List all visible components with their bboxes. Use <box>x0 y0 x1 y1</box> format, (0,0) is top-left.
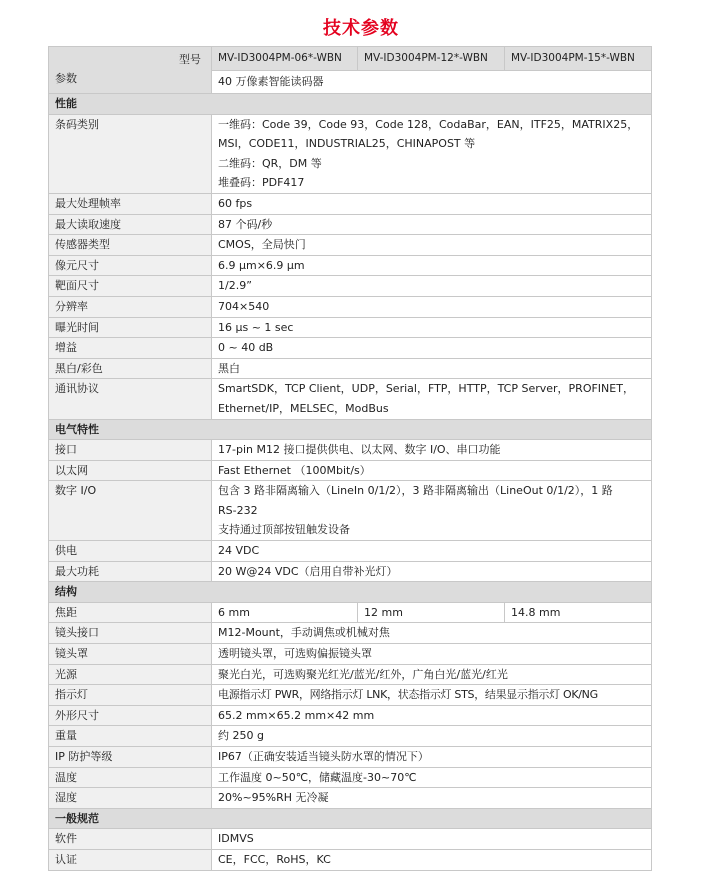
spec-key: 以太网 <box>49 460 212 481</box>
spec-row <box>49 705 652 726</box>
spec-value-line: Ethernet/IP，MELSEC，ModBus <box>218 401 389 415</box>
spec-key: 增益 <box>49 338 212 359</box>
spec-row <box>49 644 652 665</box>
spec-row <box>49 379 652 419</box>
spec-row <box>49 829 652 850</box>
spec-row <box>49 114 652 193</box>
header-key-cell <box>49 47 212 94</box>
spec-value-line: 一维码：Code 39，Code 93，Code 128，CodaBar，EAN，ITF25，MATRIX25， <box>218 117 639 131</box>
spec-value: 黑白 <box>212 358 652 379</box>
spec-row <box>49 788 652 809</box>
spec-value: 电源指示灯 PWR，网络指示灯 LNK，状态指示灯 STS，结果显示指示灯 OK/NG <box>212 685 652 706</box>
spec-value: 60 fps <box>212 193 652 214</box>
spec-row <box>49 193 652 214</box>
section-title: 一般规范 <box>49 808 652 829</box>
spec-key: 光源 <box>49 664 212 685</box>
section-title: 电气特性 <box>49 419 652 440</box>
spec-value: 24 VDC <box>212 541 652 562</box>
spec-value: 87 个码/秒 <box>212 214 652 235</box>
spec-value: CMOS，全局快门 <box>212 235 652 256</box>
spec-value: M12-Mount，手动调焦或机械对焦 <box>212 623 652 644</box>
spec-row <box>49 541 652 562</box>
spec-row <box>49 726 652 747</box>
spec-key: 数字 I/O <box>49 481 212 541</box>
spec-row <box>49 214 652 235</box>
param-label: 参数 <box>55 72 77 85</box>
spec-row <box>49 685 652 706</box>
page-title: 技术参数 <box>323 18 399 39</box>
spec-value: IDMVS <box>212 829 652 850</box>
spec-key: 最大功耗 <box>49 561 212 582</box>
spec-value: IP67（正确安装适当镜头防水罩的情况下） <box>212 747 652 768</box>
spec-row <box>49 747 652 768</box>
spec-key: 镜头罩 <box>49 644 212 665</box>
spec-value: Fast Ethernet （100Mbit/s） <box>212 460 652 481</box>
spec-value: 12 mm <box>358 602 505 623</box>
spec-key: IP 防护等级 <box>49 747 212 768</box>
spec-key: 靶面尺寸 <box>49 276 212 297</box>
spec-key: 接口 <box>49 440 212 461</box>
spec-key: 像元尺寸 <box>49 255 212 276</box>
spec-value-line: RS-232 <box>218 503 258 517</box>
spec-key: 指示灯 <box>49 685 212 706</box>
spec-value: 约 250 g <box>212 726 652 747</box>
spec-key: 外形尺寸 <box>49 705 212 726</box>
spec-value-line: 包含 3 路非隔离输入（LineIn 0/1/2），3 路非隔离输出（LineOut 0/1/2），1 路 <box>218 484 613 498</box>
spec-value: 16 µs ~ 1 sec <box>212 317 652 338</box>
spec-value-line: 二维码：QR，DM 等 <box>218 156 322 170</box>
spec-key: 传感器类型 <box>49 235 212 256</box>
spec-value <box>212 114 652 193</box>
spec-value: 704×540 <box>212 296 652 317</box>
spec-row <box>49 317 652 338</box>
spec-value <box>212 481 652 541</box>
spec-key: 分辨率 <box>49 296 212 317</box>
spec-key: 温度 <box>49 767 212 788</box>
spec-row <box>49 561 652 582</box>
spec-key: 供电 <box>49 541 212 562</box>
spec-value: 0 ~ 40 dB <box>212 338 652 359</box>
spec-value: 1/2.9” <box>212 276 652 297</box>
spec-value-line: 支持通过顶部按钮触发设备 <box>218 523 350 537</box>
spec-key: 黑白/彩色 <box>49 358 212 379</box>
spec-row <box>49 276 652 297</box>
spec-key: 通讯协议 <box>49 379 212 419</box>
model-label: 型号 <box>179 53 201 66</box>
spec-key: 镜头接口 <box>49 623 212 644</box>
spec-row <box>49 849 652 870</box>
spec-row <box>49 481 652 541</box>
spec-row <box>49 664 652 685</box>
spec-key: 最大处理帧率 <box>49 193 212 214</box>
spec-key: 认证 <box>49 849 212 870</box>
spec-key: 最大读取速度 <box>49 214 212 235</box>
spec-value: 工作温度 0~50℃，储藏温度-30~70℃ <box>212 767 652 788</box>
section-title: 性能 <box>49 94 652 115</box>
section-row <box>49 94 652 115</box>
spec-value: 20%~95%RH 无冷凝 <box>212 788 652 809</box>
spec-table <box>48 46 652 871</box>
spec-value: 14.8 mm <box>505 602 652 623</box>
spec-key: 条码类别 <box>49 114 212 193</box>
product-description: 40 万像素智能读码器 <box>212 70 652 94</box>
model-name: MV-ID3004PM-15*-WBN <box>505 47 652 71</box>
spec-value: 透明镜头罩，可选购偏振镜头罩 <box>212 644 652 665</box>
spec-value: 聚光白光，可选购聚光红光/蓝光/红外，广角白光/蓝光/红光 <box>212 664 652 685</box>
spec-row <box>49 358 652 379</box>
section-row <box>49 582 652 603</box>
spec-value: 6.9 µm×6.9 µm <box>212 255 652 276</box>
section-row <box>49 419 652 440</box>
header-row <box>49 47 652 71</box>
spec-row <box>49 767 652 788</box>
spec-row <box>49 338 652 359</box>
spec-value: 65.2 mm×65.2 mm×42 mm <box>212 705 652 726</box>
spec-row <box>49 440 652 461</box>
spec-key: 重量 <box>49 726 212 747</box>
spec-value-line: MSI，CODE11，INDUSTRIAL25，CHINAPOST 等 <box>218 137 476 151</box>
section-row <box>49 808 652 829</box>
spec-key: 湿度 <box>49 788 212 809</box>
spec-row <box>49 460 652 481</box>
spec-row <box>49 602 652 623</box>
spec-value: CE，FCC，RoHS，KC <box>212 849 652 870</box>
section-title: 结构 <box>49 582 652 603</box>
spec-value: 17-pin M12 接口提供供电、以太网、数字 I/O、串口功能 <box>212 440 652 461</box>
spec-row <box>49 235 652 256</box>
spec-key: 曝光时间 <box>49 317 212 338</box>
model-name: MV-ID3004PM-12*-WBN <box>358 47 505 71</box>
spec-value-line: 堆叠码：PDF417 <box>218 176 305 190</box>
spec-value <box>212 379 652 419</box>
spec-row <box>49 623 652 644</box>
model-name: MV-ID3004PM-06*-WBN <box>212 47 358 71</box>
spec-key: 软件 <box>49 829 212 850</box>
spec-row <box>49 255 652 276</box>
spec-value-line: SmartSDK，TCP Client，UDP，Serial，FTP，HTTP，TCP Server，PROFINET， <box>218 382 634 396</box>
spec-value: 20 W@24 VDC（启用自带补光灯） <box>212 561 652 582</box>
spec-key: 焦距 <box>49 602 212 623</box>
spec-row <box>49 296 652 317</box>
spec-value: 6 mm <box>212 602 358 623</box>
